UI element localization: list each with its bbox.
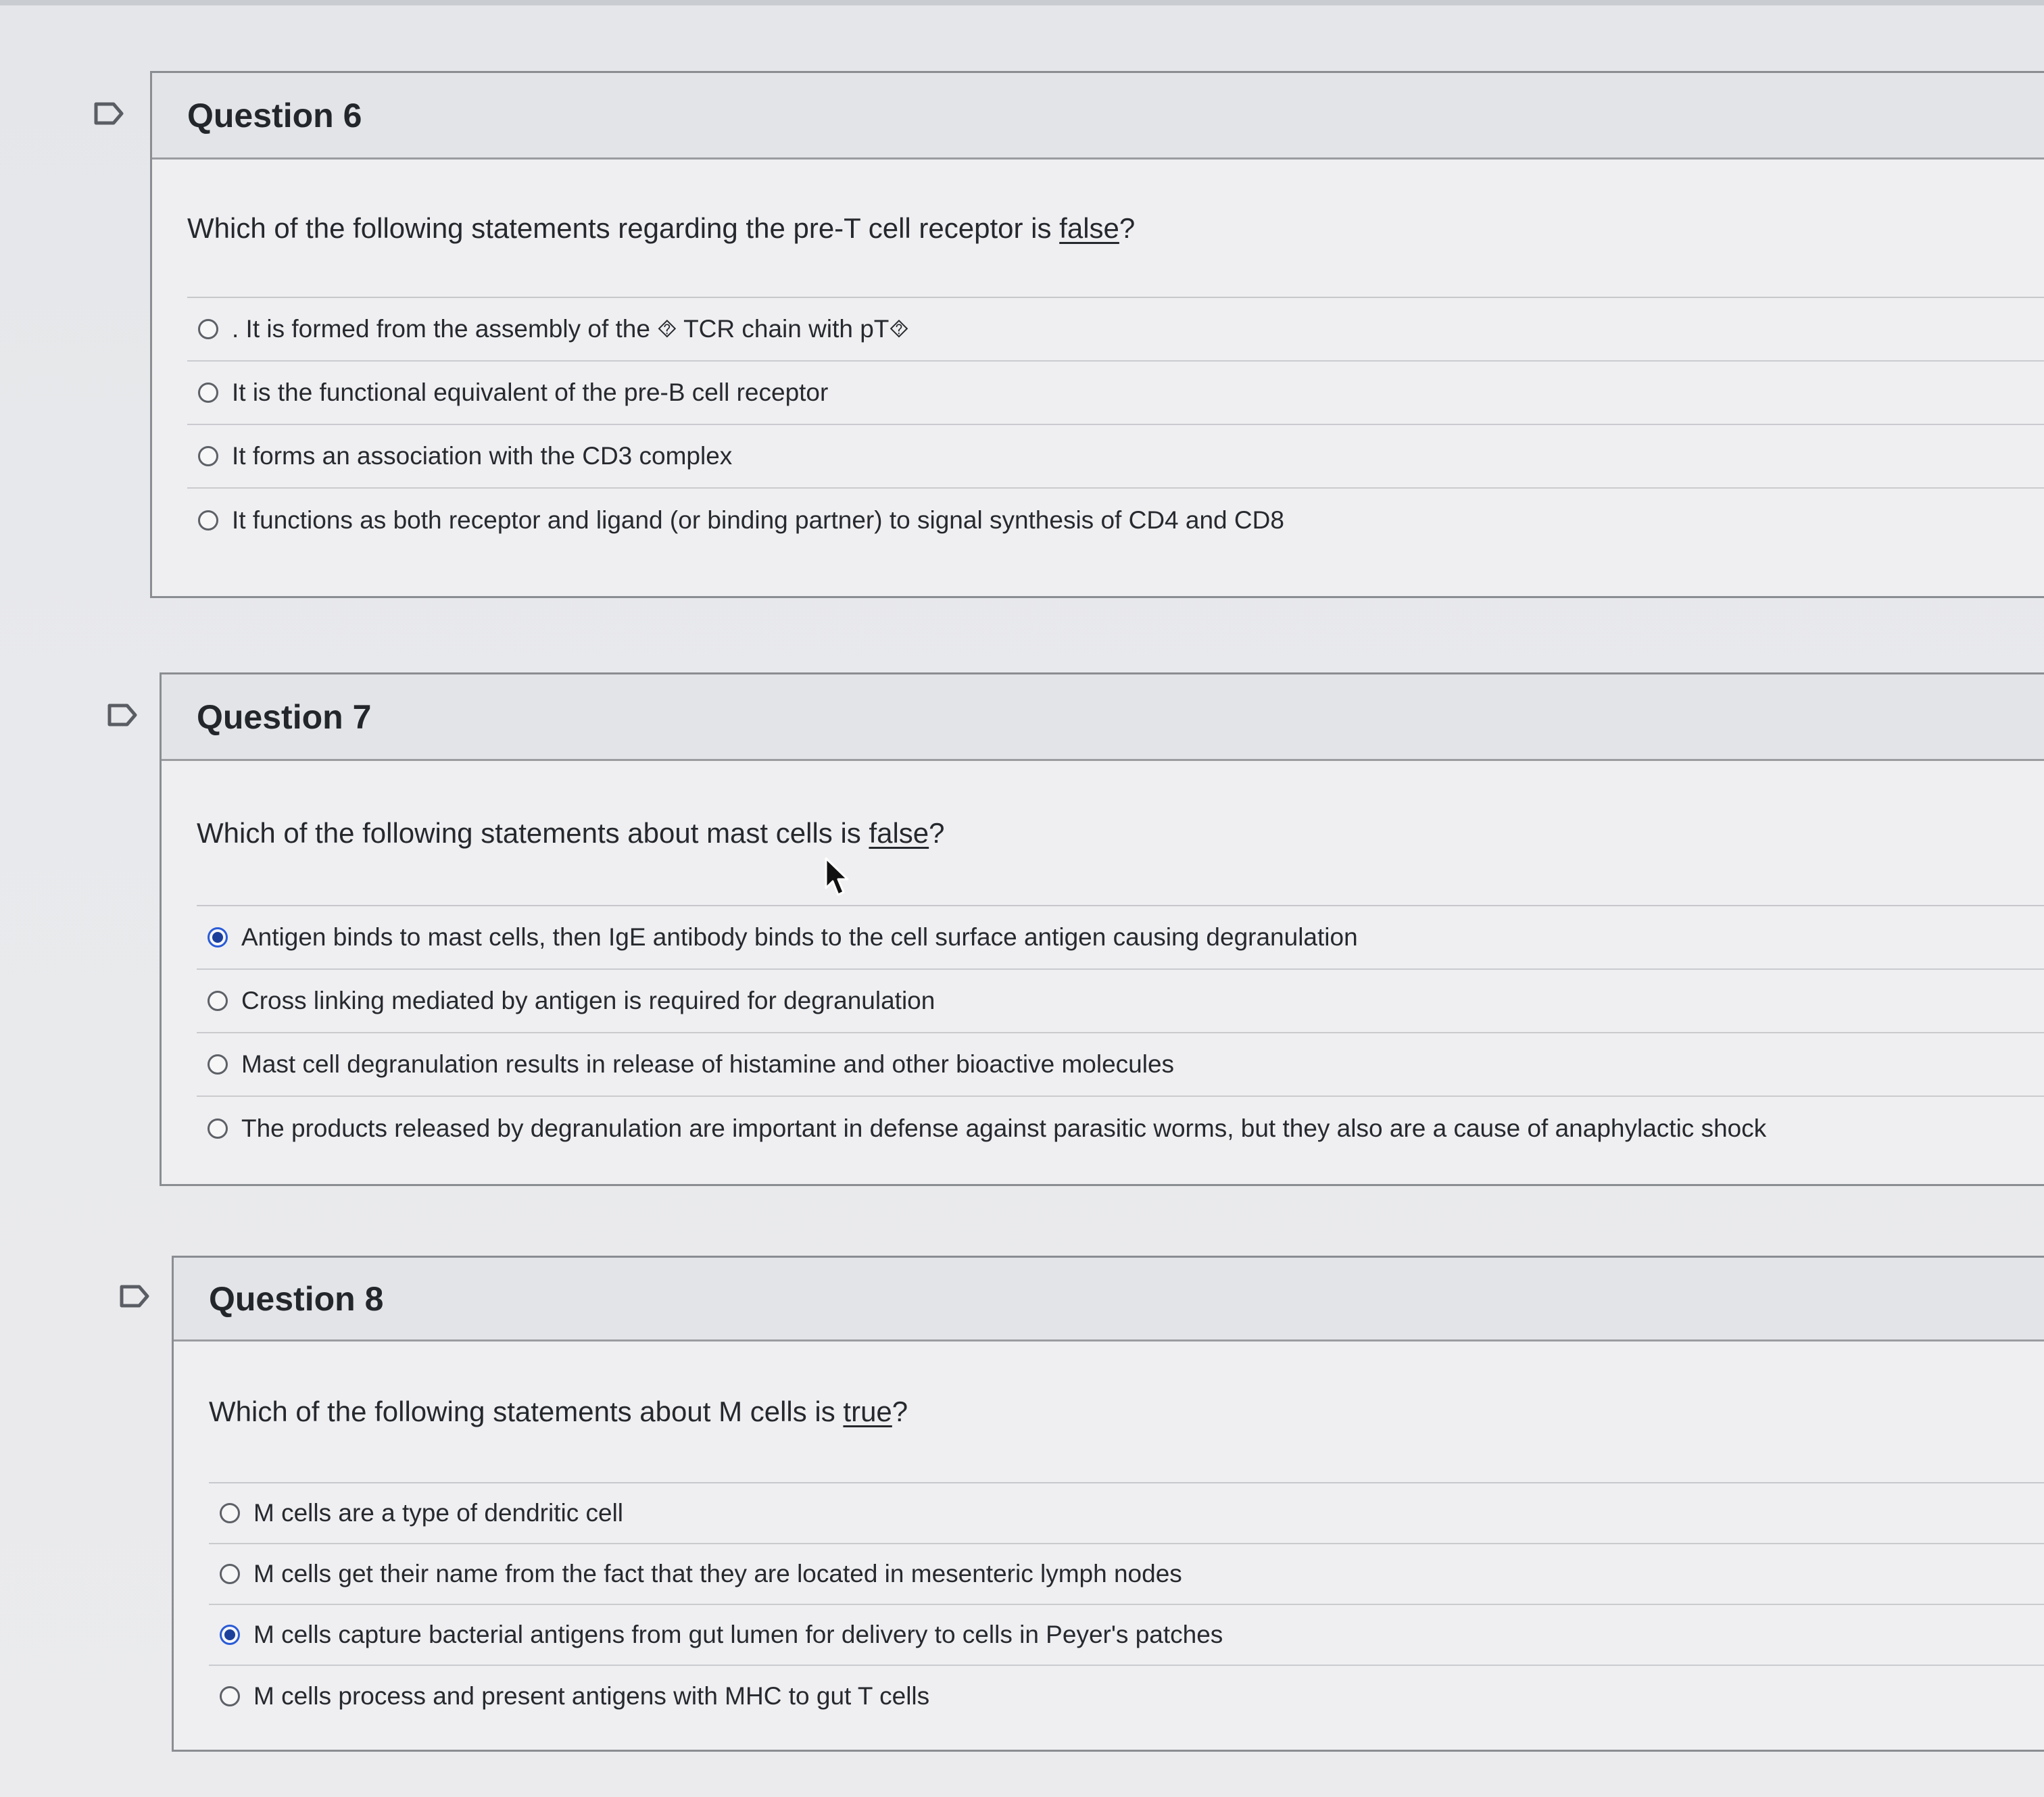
radio-button[interactable] xyxy=(198,510,218,531)
radio-button[interactable] xyxy=(208,991,228,1011)
radio-button[interactable] xyxy=(198,383,218,403)
question-8-panel xyxy=(172,1256,2044,1752)
answer-label: The products released by degranulation are important in defense against parasitic worms, but they also are a cause of anaphylactic shock xyxy=(241,1114,1767,1142)
radio-button-selected[interactable] xyxy=(220,1625,240,1645)
question-body xyxy=(162,761,2044,1160)
question-header xyxy=(162,674,2044,761)
question-prompt xyxy=(209,1341,2044,1483)
radio-button[interactable] xyxy=(198,319,218,339)
flag-question-8-icon[interactable] xyxy=(119,1284,150,1308)
radio-button[interactable] xyxy=(220,1564,240,1584)
question-prompt xyxy=(197,761,2044,906)
top-strip xyxy=(0,0,2044,5)
radio-button[interactable] xyxy=(220,1686,240,1706)
answer-label: M cells capture bacterial antigens from gut lumen for delivery to cells in Peyer's patches xyxy=(253,1621,1223,1648)
question-title: Question 7 xyxy=(197,697,372,736)
answer-option[interactable] xyxy=(209,1605,2044,1666)
radio-button[interactable] xyxy=(198,446,218,466)
answer-label: It is the functional equivalent of the pre-B cell receptor xyxy=(232,378,829,406)
prompt-text: Which of the following statements about M cells is xyxy=(209,1396,835,1427)
prompt-suffix: ? xyxy=(892,1396,908,1427)
prompt-text: Which of the following statements regarding the pre-T cell receptor is xyxy=(187,212,1052,244)
prompt-keyword: false xyxy=(869,816,929,849)
question-title: Question 6 xyxy=(187,96,362,134)
prompt-text: Which of the following statements about mast cells is xyxy=(197,816,861,849)
answer-label: M cells process and present antigens with MHC to gut T cells xyxy=(253,1682,930,1710)
mouse-pointer-icon xyxy=(823,857,850,897)
answer-option[interactable] xyxy=(187,362,2044,425)
answer-option[interactable] xyxy=(197,970,2044,1033)
answer-label: Antigen binds to mast cells, then IgE antibody binds to the cell surface antigen causing degranulation xyxy=(241,923,1358,951)
answer-label: M cells are a type of dendritic cell xyxy=(253,1499,624,1527)
answer-label: Mast cell degranulation results in release of histamine and other bioactive molecules xyxy=(241,1050,1175,1078)
question-prompt xyxy=(187,159,2044,298)
answer-option[interactable] xyxy=(209,1483,2044,1544)
answer-option[interactable] xyxy=(209,1544,2044,1605)
radio-button-selected[interactable] xyxy=(208,927,228,947)
flag-question-7-icon[interactable] xyxy=(107,703,138,727)
answer-label: Cross linking mediated by antigen is required for degranulation xyxy=(241,987,935,1014)
question-body xyxy=(174,1341,2044,1727)
answer-option[interactable] xyxy=(197,906,2044,970)
answer-option[interactable] xyxy=(197,1033,2044,1097)
question-header xyxy=(152,73,2044,159)
radio-button[interactable] xyxy=(208,1054,228,1075)
prompt-suffix: ? xyxy=(929,816,945,849)
radio-button[interactable] xyxy=(220,1503,240,1523)
answer-option[interactable] xyxy=(197,1097,2044,1160)
prompt-keyword: true xyxy=(843,1396,892,1427)
answer-label: It functions as both receptor and ligand (or binding partner) to signal synthesis of CD4 and CD8 xyxy=(232,506,1284,534)
answer-label: M cells get their name from the fact that they are located in mesenteric lymph nodes xyxy=(253,1560,1182,1587)
prompt-keyword: false xyxy=(1059,212,1119,244)
answer-option[interactable] xyxy=(187,298,2044,362)
flag-question-6-icon[interactable] xyxy=(93,101,124,126)
question-header xyxy=(174,1258,2044,1341)
question-title: Question 8 xyxy=(209,1279,384,1318)
prompt-suffix: ? xyxy=(1119,212,1136,244)
question-body xyxy=(152,159,2044,552)
answer-label: . It is formed from the assembly of the ⯑ TCR chain with pT⯑ xyxy=(232,314,909,343)
answer-option[interactable] xyxy=(187,425,2044,489)
answer-label: It forms an association with the CD3 complex xyxy=(232,442,733,470)
answer-option[interactable] xyxy=(209,1666,2044,1727)
answer-option[interactable] xyxy=(187,489,2044,552)
question-7-panel xyxy=(160,672,2044,1186)
radio-button[interactable] xyxy=(208,1118,228,1139)
question-6-panel xyxy=(150,71,2044,598)
